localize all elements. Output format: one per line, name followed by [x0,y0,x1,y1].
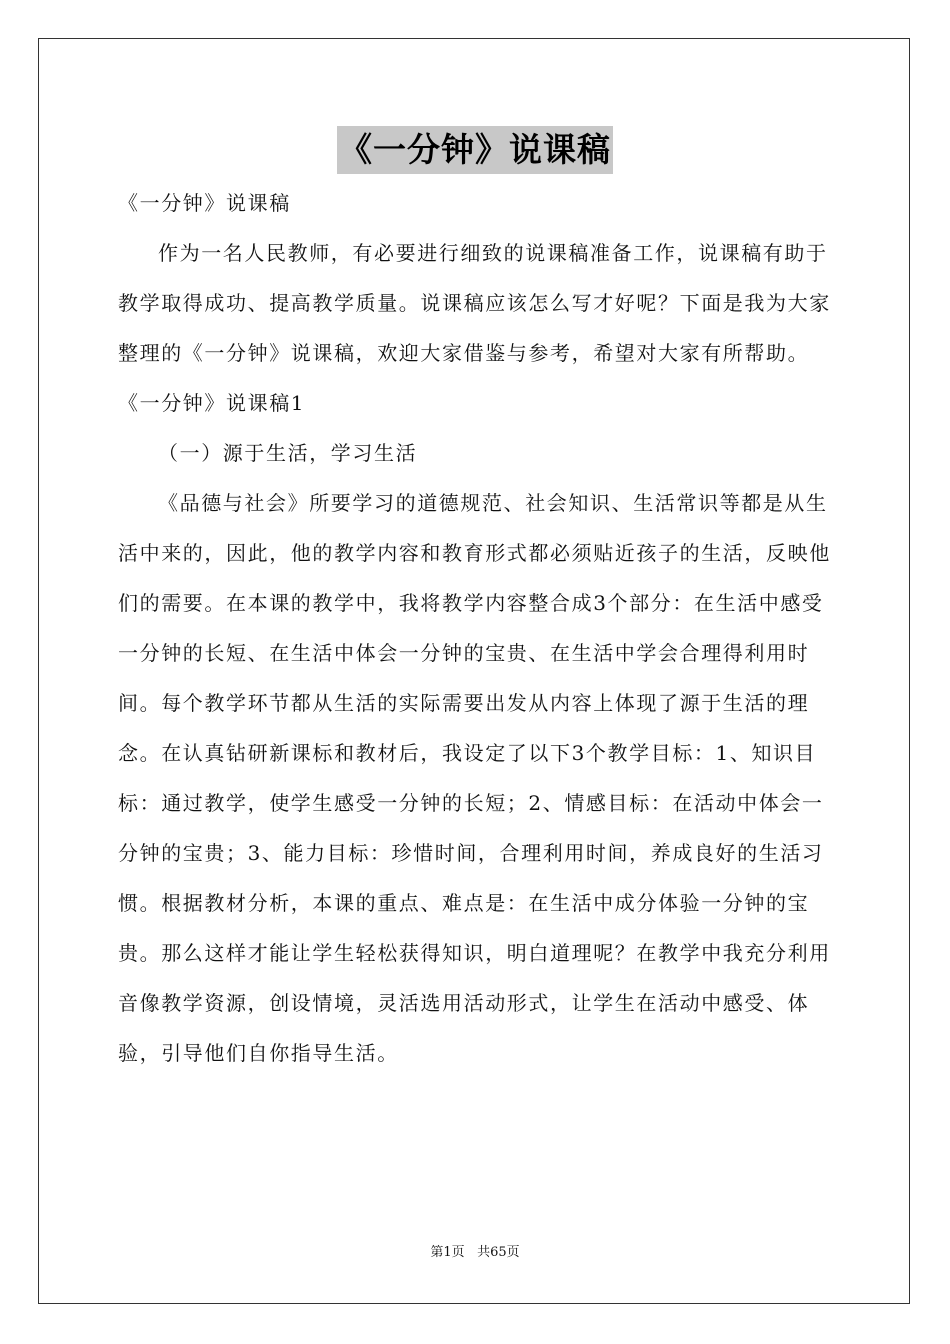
paragraph-intro: 作为一名人民教师，有必要进行细致的说课稿准备工作，说课稿有助于教学取得成功、提高教学质量。说课稿应该怎么写才好呢？下面是我为大家整理的《一分钟》说课稿，欢迎大家借鉴与参考，希望对大家有所帮助。 [118,241,831,365]
subsection-heading: （一）源于生活，学习生活 [158,441,418,465]
section-heading: 《一分钟》说课稿1 [118,391,306,415]
page-total: 共65页 [477,1245,520,1260]
paragraph-heading: 《一分钟》说课稿 [118,191,291,215]
page-number: 第1页 [430,1245,465,1260]
paragraph-body: 《品德与社会》所要学习的道德规范、社会知识、生活常识等都是从生活中来的，因此，他的教学内容和教育形式都必须贴近孩子的生活，反映他们的需要。在本课的教学中，我将教学内容整合成3个部分：在生活中感受一分钟的长短、在生活中体会一分钟的宝贵、在生活中学会合理得利用时间。每个教学环节都从生活的实际需要出发从内容上体现了源于生活的理念。在认真钻研新课标和教材后，我设定了以下3个教学目标：1、知识目标：通过教学，使学生感受一分钟的长短；2、情感目标：在活动中体会一分钟的宝贵；3、能力目标：珍惜时间，合理利用时间，养成良好的生活习惯。根据教材分析，本课的重点、难点是：在生活中成分体验一分钟的宝贵。那么这样才能让学生轻松获得知识，明白道理呢？在教学中我充分利用音像教学资源，创设情境，灵活选用活动形式，让学生在活动中感受、体验，引导他们自你指导生活。 [118,491,831,1065]
document-body [118,178,834,1078]
page-footer [0,1244,950,1262]
title-area [0,126,950,174]
document-title: 《一分钟》说课稿 [337,126,613,174]
